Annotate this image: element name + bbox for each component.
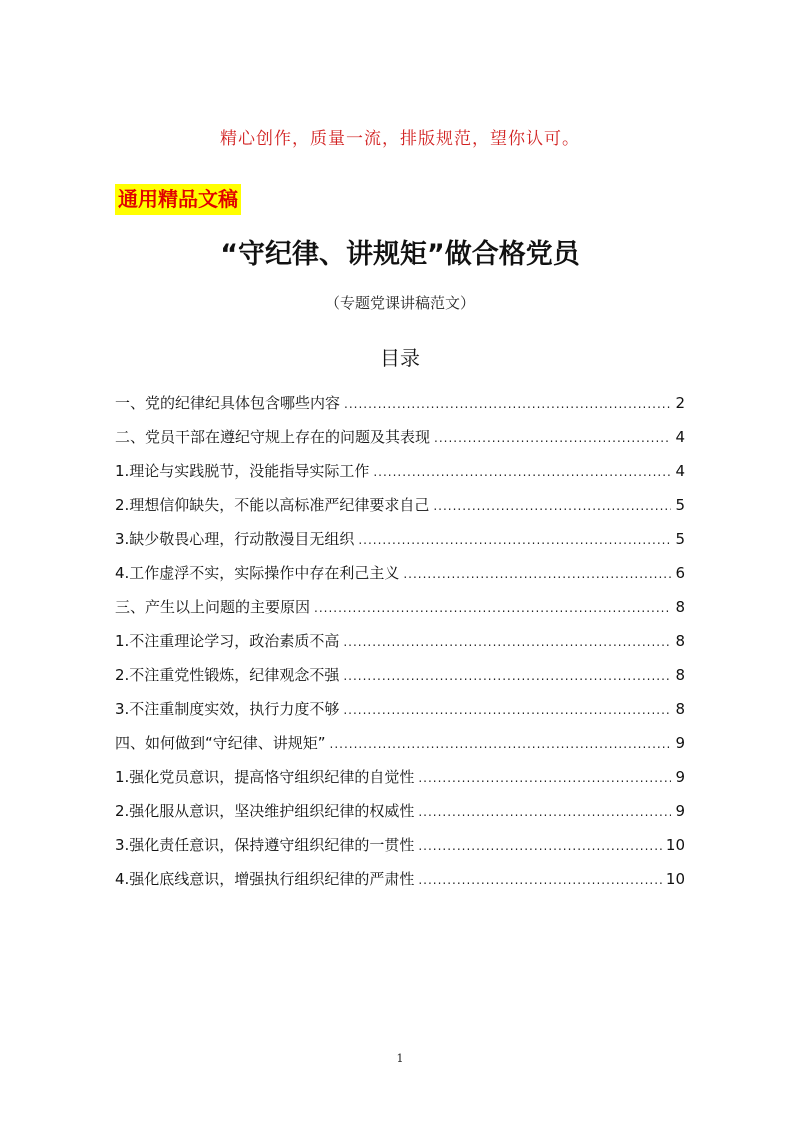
- toc-dot-leader: [344, 397, 671, 411]
- toc-entry[interactable]: [115, 562, 685, 596]
- toc-entry-page: 9: [675, 768, 685, 786]
- toc-entry-title: 1.强化党员意识，提高恪守组织纪律的自觉性: [115, 768, 415, 786]
- toc-dot-leader: [314, 601, 671, 615]
- document-title: “守纪律、讲规矩”做合格党员: [220, 239, 580, 270]
- toc-entry-title: 2.不注重党性锻炼，纪律观念不强: [115, 666, 340, 684]
- toc-dot-leader: [418, 771, 671, 785]
- toc-entry[interactable]: [115, 868, 685, 902]
- toc-dot-leader: [403, 567, 671, 581]
- toc-dot-leader: [358, 533, 671, 547]
- toc-entry[interactable]: [115, 528, 685, 562]
- toc-entry[interactable]: [115, 460, 685, 494]
- toc-entry-page: 9: [675, 734, 685, 752]
- toc-entry-page: 6: [675, 564, 685, 582]
- toc-dot-leader: [434, 431, 671, 445]
- toc-entry-title: 3.强化责任意识，保持遵守组织纪律的一贯性: [115, 836, 415, 854]
- toc-entry[interactable]: [115, 800, 685, 834]
- toc-dot-leader: [418, 839, 662, 853]
- toc-dot-leader: [373, 465, 671, 479]
- toc-entry-title: 三、产生以上问题的主要原因: [115, 598, 311, 616]
- toc-entry-title: 二、党员干部在遵纪守规上存在的问题及其表现: [115, 428, 431, 446]
- toc-entry-page: 8: [675, 598, 685, 616]
- toc-heading: 目录: [380, 346, 420, 370]
- toc-entry-page: 10: [665, 870, 685, 888]
- toc-entry-title: 3.缺少敬畏心理，行动散漫目无组织: [115, 530, 355, 548]
- toc-entry-title: 四、如何做到“守纪律、讲规矩”: [115, 734, 326, 752]
- toc-entry[interactable]: [115, 664, 685, 698]
- toc-entry-page: 4: [675, 462, 685, 480]
- toc-entry-page: 8: [675, 666, 685, 684]
- toc-entry-page: 4: [675, 428, 685, 446]
- highlight-tag: 通用精品文稿: [115, 184, 241, 215]
- table-of-contents: [115, 392, 685, 902]
- slogan-text: 精心创作，质量一流，排版规范，望你认可。: [220, 129, 580, 149]
- toc-entry-page: 8: [675, 700, 685, 718]
- toc-entry-title: 1.不注重理论学习，政治素质不高: [115, 632, 340, 650]
- toc-entry[interactable]: [115, 392, 685, 426]
- toc-entry[interactable]: [115, 834, 685, 868]
- document-subtitle: （专题党课讲稿范文）: [324, 294, 475, 312]
- toc-dot-leader: [433, 499, 671, 513]
- toc-entry-title: 4.强化底线意识，增强执行组织纪律的严肃性: [115, 870, 415, 888]
- toc-entry-page: 5: [675, 530, 685, 548]
- toc-entry-title: 一、党的纪律纪具体包含哪些内容: [115, 394, 341, 412]
- toc-entry[interactable]: [115, 766, 685, 800]
- toc-entry-page: 10: [665, 836, 685, 854]
- page-number: 1: [396, 1052, 404, 1065]
- toc-entry-title: 4.工作虚浮不实，实际操作中存在利己主义: [115, 564, 400, 582]
- toc-entry-title: 2.理想信仰缺失，不能以高标准严纪律要求自己: [115, 496, 430, 514]
- toc-entry-title: 1.理论与实践脱节，没能指导实际工作: [115, 462, 370, 480]
- toc-dot-leader: [343, 703, 671, 717]
- toc-entry[interactable]: [115, 494, 685, 528]
- toc-entry-page: 5: [675, 496, 685, 514]
- toc-entry-page: 9: [675, 802, 685, 820]
- toc-entry-title: 3.不注重制度实效，执行力度不够: [115, 700, 340, 718]
- toc-entry[interactable]: [115, 630, 685, 664]
- toc-entry[interactable]: [115, 698, 685, 732]
- toc-entry[interactable]: [115, 426, 685, 460]
- toc-entry[interactable]: [115, 732, 685, 766]
- toc-dot-leader: [330, 737, 672, 751]
- toc-entry-page: 2: [675, 394, 685, 412]
- toc-dot-leader: [418, 873, 662, 887]
- toc-dot-leader: [343, 669, 671, 683]
- toc-dot-leader: [343, 635, 671, 649]
- toc-entry-title: 2.强化服从意识，坚决维护组织纪律的权威性: [115, 802, 415, 820]
- toc-entry-page: 8: [675, 632, 685, 650]
- toc-entry[interactable]: [115, 596, 685, 630]
- toc-dot-leader: [418, 805, 671, 819]
